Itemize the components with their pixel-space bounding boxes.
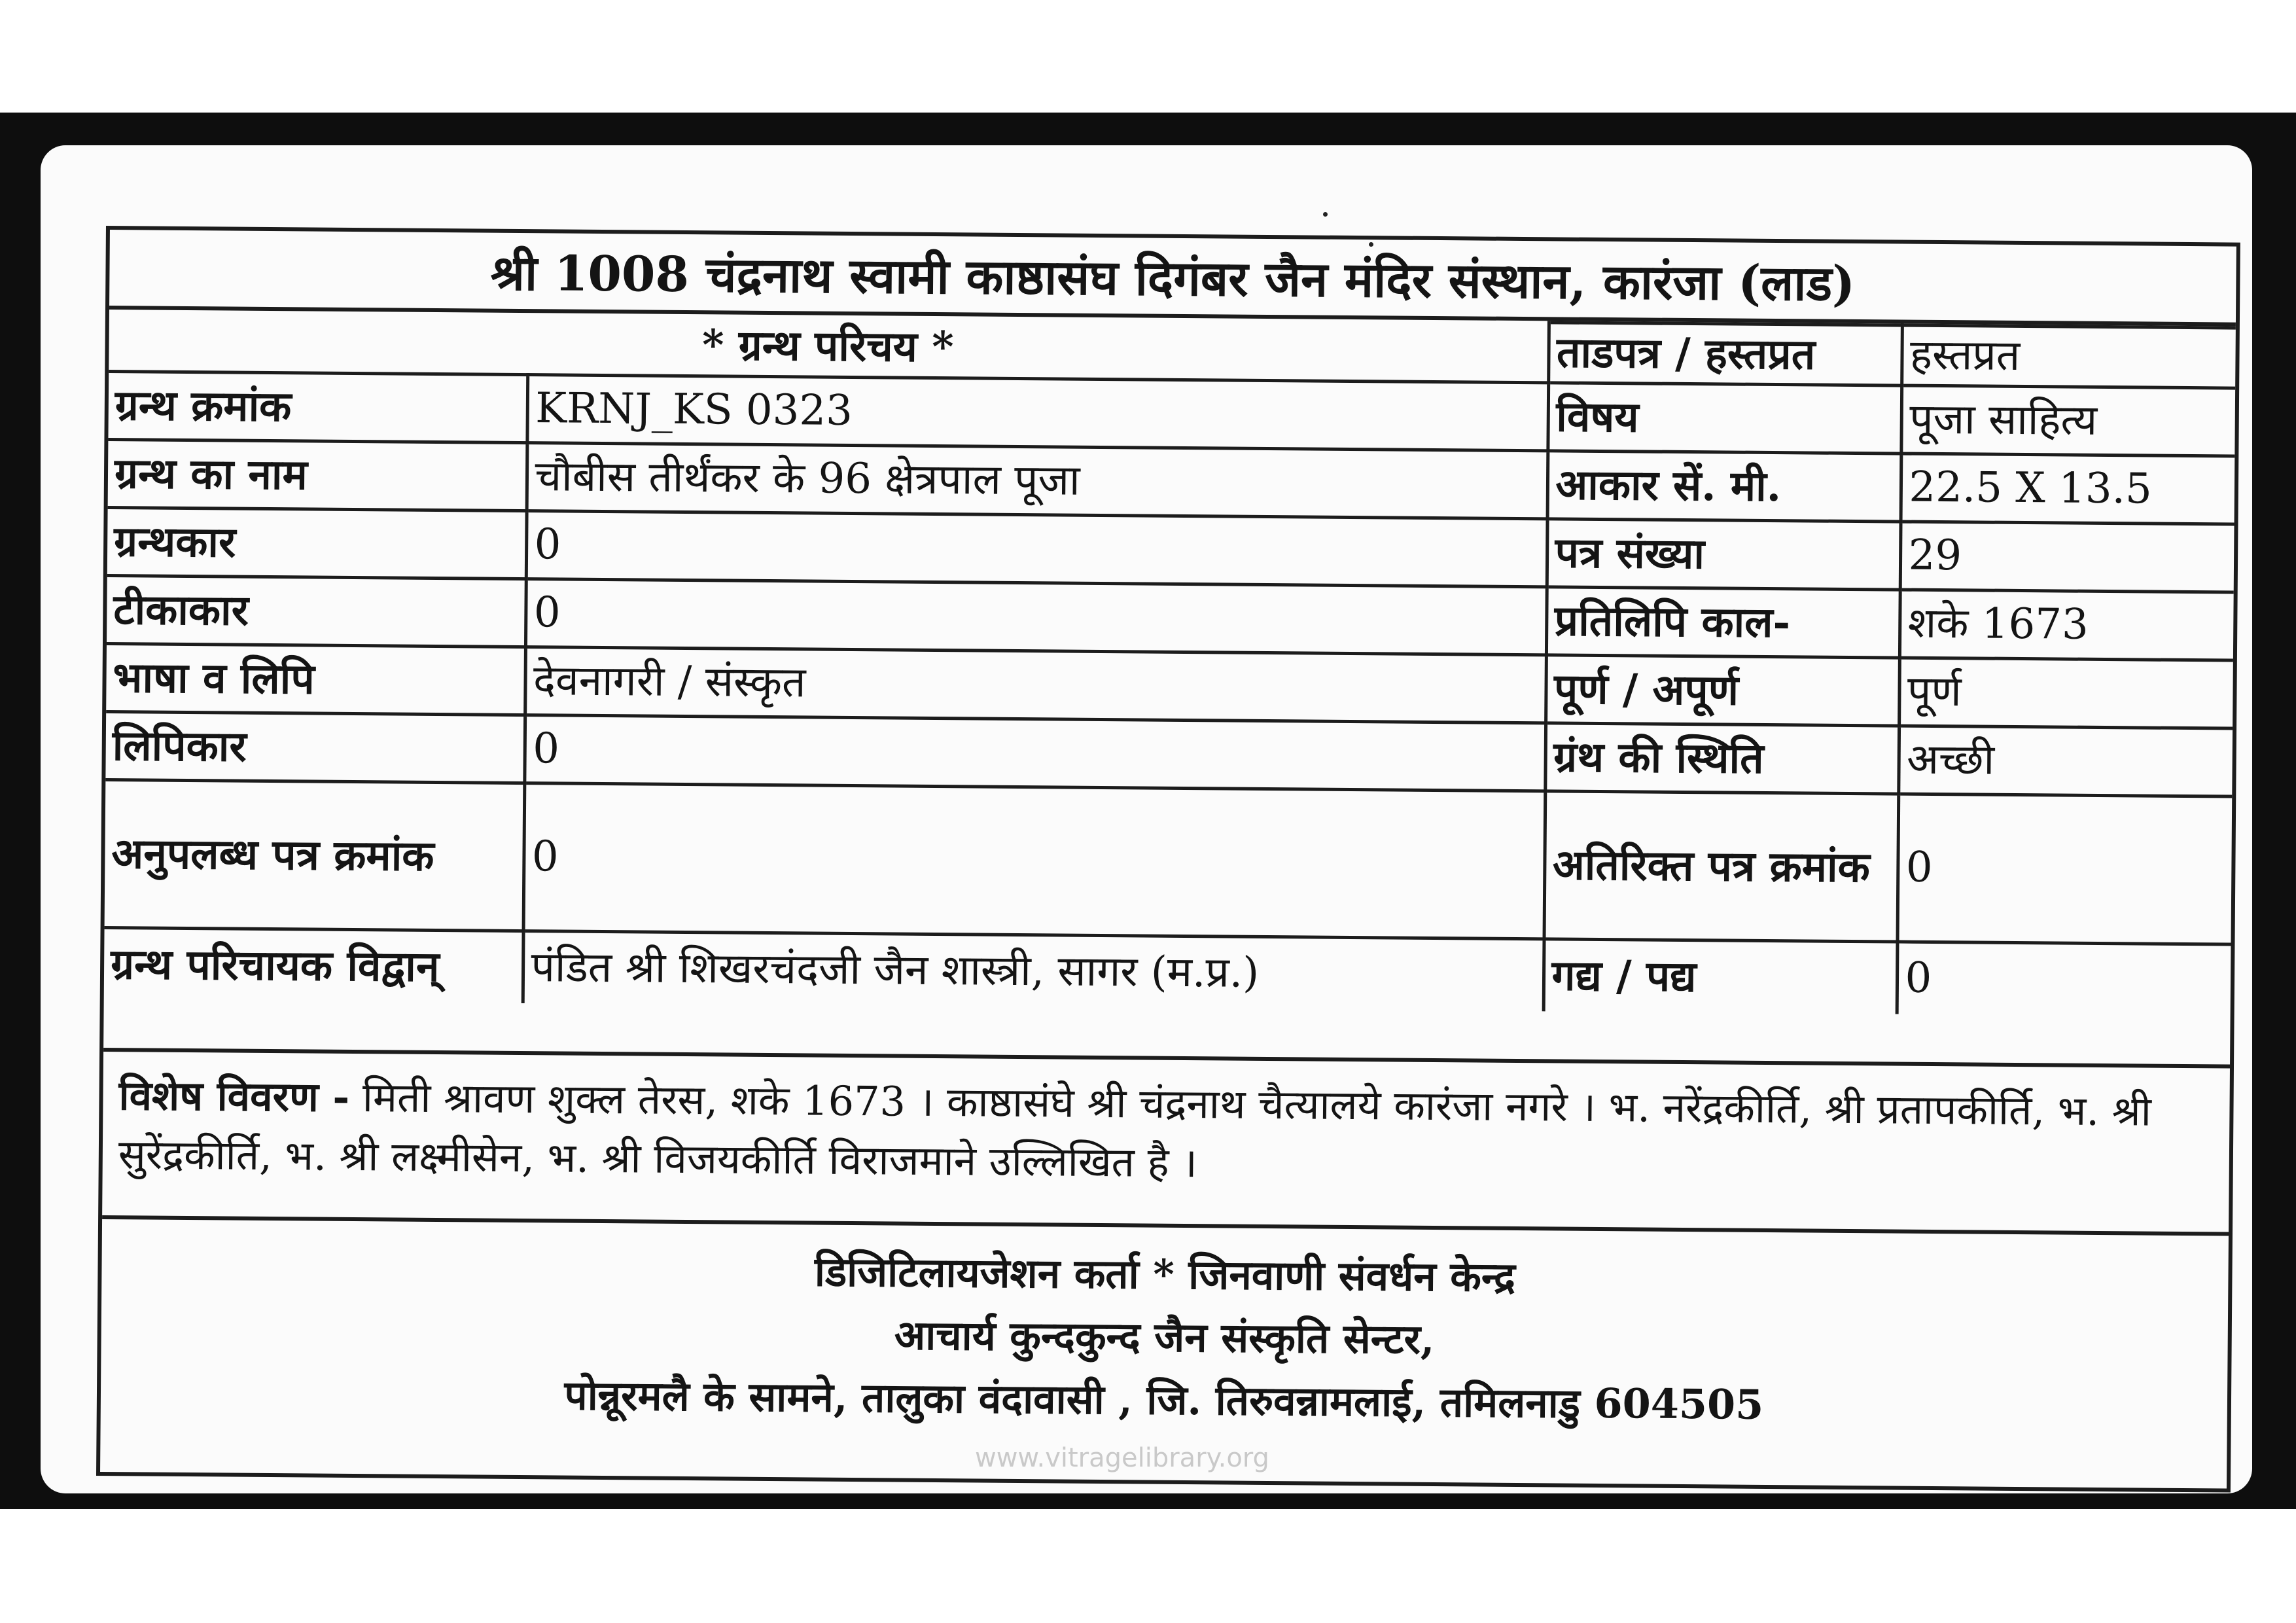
field-label: ताडपत्र / हस्तप्रत (1548, 323, 1902, 385)
field-value: पूर्ण (1899, 658, 2233, 728)
field-label: आकार सें. मी. (1547, 451, 1901, 522)
catalog-table (104, 310, 2236, 1016)
field-value: 22.5 X 13.5 (1901, 454, 2235, 524)
field-label: गद्य / पद्य (1544, 939, 1898, 1014)
field-value: 0 (1898, 794, 2233, 944)
field-label: ग्रन्थकार (107, 508, 527, 579)
field-label: पत्र संख्या (1547, 519, 1901, 590)
field-label: अतिरिक्त पत्र क्रमांक (1544, 791, 1899, 942)
field-label: लिपिकार (105, 712, 525, 783)
field-value: अच्छी (1898, 726, 2233, 796)
field-value: KRNJ_KS 0323 (527, 375, 1548, 451)
table-row (105, 780, 2233, 945)
field-value: 0 (526, 511, 1547, 587)
field-value: देवनागरी / संस्कृत (525, 647, 1546, 723)
footer-line-2: आचार्य कुन्दकुन्द जैन संस्कृति सेन्टर, (894, 1311, 1435, 1364)
field-label: ग्रन्थ परिचायक विद्वान् (104, 928, 523, 1003)
field-value: पूजा साहित्य (1901, 385, 2235, 456)
field-value: 0 (524, 715, 1545, 791)
field-label: ग्रन्थ का नाम (108, 440, 527, 511)
field-value: हस्तप्रत (1901, 325, 2236, 388)
field-label: ग्रन्थ क्रमांक (108, 372, 527, 443)
institution-title: श्री 1008 चंद्रनाथ स्वामी काष्ठासंघ दिगंबर जैन मंदिर संस्थान, कारंजा (लाड) (109, 230, 2236, 327)
special-details (102, 1048, 2230, 1236)
field-label: प्रतिलिपि काल- (1546, 587, 1900, 658)
field-label: अनुपलब्ध पत्र क्रमांक (105, 780, 525, 931)
field-label: पूर्ण / अपूर्ण (1545, 655, 1899, 726)
field-value: 0 (523, 783, 1545, 939)
field-value: चौबीस तीर्थंकर के 96 क्षेत्रपाल पूजा (527, 443, 1548, 519)
document-card (41, 145, 2252, 1493)
special-details-text: मिती श्रावण शुक्ल तेरस, शके 1673 । काष्ठासंघे श्री चंद्रनाथ चैत्यालये कारंजा नगरे । भ. नरेंद्रकीर्ति, श्री प्रतापकीर्ति, भ. श्री सुरेंद्रकीर्ति, भ. श्री लक्ष्मीसेन, भ. श्री विजयकीर्ति विराजमाने उल्लिखित है । (118, 1073, 2152, 1187)
scan-speck (1323, 212, 1328, 217)
field-label: ग्रंथ की स्थिति (1545, 723, 1899, 794)
parichay-heading: * ग्रन्थ परिचय * (109, 312, 1549, 383)
field-label: विषय (1547, 383, 1901, 454)
field-value: 29 (1900, 522, 2234, 592)
field-value: 0 (1897, 942, 2231, 1016)
special-details-label: विशेष विवरण - (118, 1071, 350, 1121)
field-label: भाषा व लिपि (106, 644, 525, 715)
field-value: शके 1673 (1899, 590, 2234, 660)
watermark-text: www.vitragelibrary.org (975, 1443, 1269, 1473)
field-value: 0 (525, 579, 1547, 655)
field-label: टीकाकार (107, 576, 526, 647)
footer-line-1: डिजिटिलायजेशन कर्ता * जिनवाणी संवर्धन केन्द्र (814, 1247, 1516, 1301)
footer-line-3: पोन्नूरमलै के सामने, तालुका वंदावासी , जि. तिरुवन्नामलाई, तमिलनाडु 604505 (564, 1371, 1764, 1429)
field-value: पंडित श्री शिखरचंदजी जैन शास्त्री, सागर (म.प्र.) (523, 931, 1544, 1011)
catalog-frame (96, 226, 2240, 1493)
